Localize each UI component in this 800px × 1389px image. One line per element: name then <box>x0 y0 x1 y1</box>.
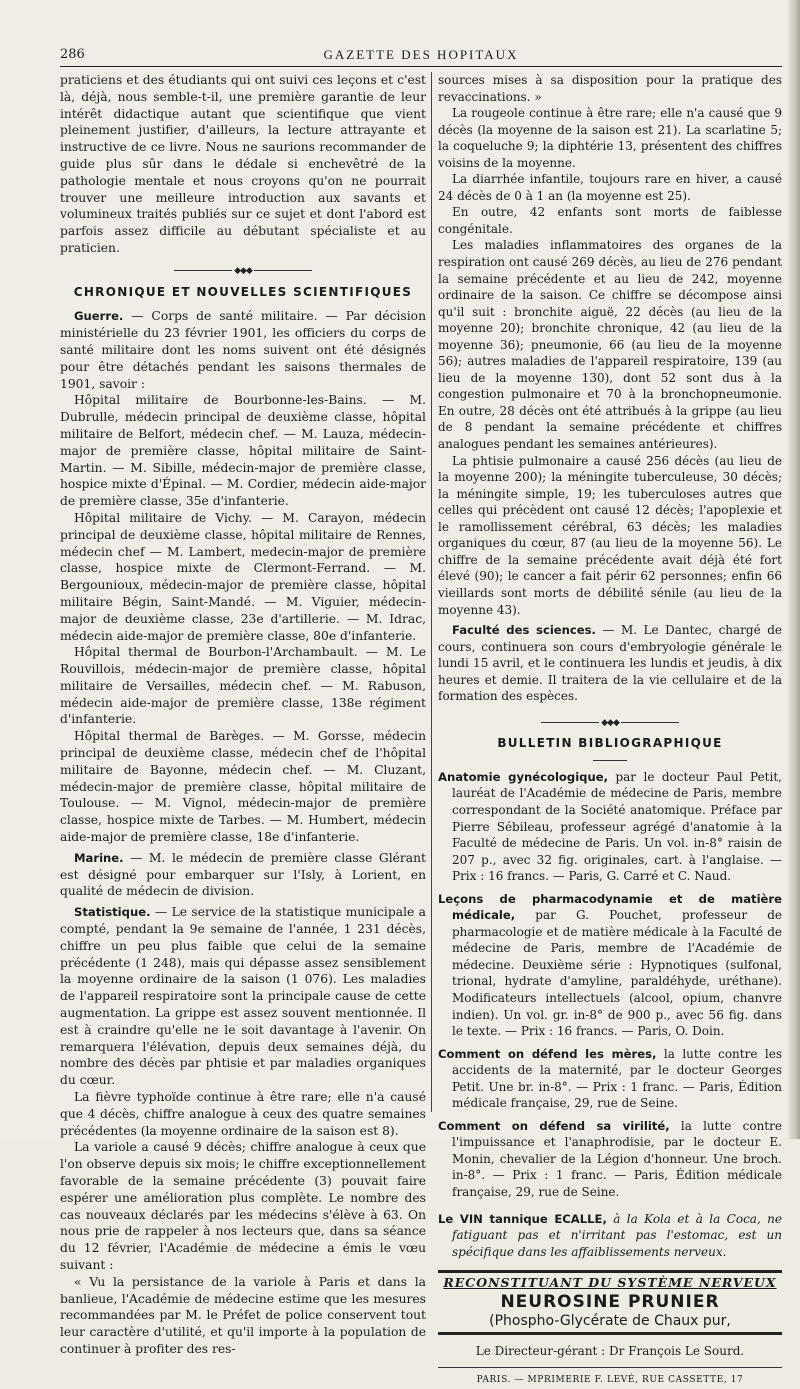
biblio-body: par G. Pouchet, professeur de pharmacologie et de matière médicale à la Faculté de médecine de Paris, membre de l'Académie de médecine. Deuxième série : Hypnotiques (sulfonal, trional, hydrate d'amyline, paraldéhyde, uréthane). Modificateurs intellectuels (alcool, opium, chanvre indien). Un vol. gr. in-8° de 900 p., avec 56 fig. dans le texte. — Prix : 16 francs. — Paris, O. Doin. <box>452 908 782 1039</box>
biblio-entry-meres <box>438 1046 782 1112</box>
advert-product: NEUROSINE PRUNIER <box>500 1291 720 1312</box>
vin-body: à la Kola et à la Coca, ne fatiguant pas et n'irritant pas l'estomac, est un spécifique dans les affaiblissements nerveux. <box>452 1211 782 1259</box>
header-rule <box>60 66 782 67</box>
page-number: 286 <box>60 47 85 62</box>
vin-lead: Le VIN tannique ECALLE, <box>438 1211 607 1226</box>
chronique-title: CHRONIQUE ET NOUVELLES SCIENTIFIQUES <box>73 284 413 299</box>
statistique-paragraph <box>60 904 426 1089</box>
biblio-entry-virilite <box>438 1118 782 1201</box>
faculte-paragraph <box>438 622 782 705</box>
guerre-lead: Guerre. <box>74 309 124 324</box>
biblio-body: par le docteur Paul Petit, lauréat de l'Académie de médecine de Paris, membre correspondant de la Société anatomique. Préface par Pierre Sébileau, professeur agrégé d'anatomie à la Faculté de médecine de Paris. Un vol. in-8° raisin de 207 p., avec 32 fig. originales, cart. à l'anglaise. — Prix : 16 francs. — Paris, G. Carré et C. Naud. <box>452 769 782 884</box>
biblio-entry-anatomie <box>438 769 782 885</box>
phtisie-paragraph: La phtisie pulmonaire a causé 256 décès (au lieu de la moyenne 200); la méningite tuberculeuse, 30 décès; la méningite simple, 19; les tuberculoses autres que celles qui précèdent ont causé 12 décès; l'apoplexie et le ramollissement cérébral, 63 décès; les maladies organiques du cœur, 87 (au lieu de la moyenne 56). Le chiffre de la semaine précédente avait déjà été fort élevé (90); le cancer a fait périr 62 personnes; enfin 66 vieillards sont morts de débilité sénile (au lieu de la moyenne 43). <box>438 453 782 617</box>
typhoide-paragraph: La fièvre typhoïde continue à être rare; elle n'a causé que 4 décès, chiffre analogue à ceux des quatre semaines précédentes (la moyenne ordinaire de la saison est 8). <box>60 1090 426 1138</box>
neurosine-advert <box>438 1270 782 1335</box>
directeur-gerant: Le Directeur-gérant : Dr François Le Sourd. <box>475 1343 745 1358</box>
advert-tagline: RECONSTITUANT DU SYSTÈME NERVEUX <box>443 1275 777 1291</box>
advert-subtitle: (Phospho-Glycérate de Chaux pur, <box>438 1312 782 1335</box>
column-divider <box>431 72 432 1112</box>
diarrhee-paragraph: La diarrhée infantile, toujours rare en hiver, a causé 24 décès de 0 à 1 an (la moyenne est 25). <box>438 172 782 203</box>
biblio-lead: Leçons de pharmacodynamie et de matière médicale, <box>438 891 782 923</box>
bulletin-title: BULLETIN BIBLIOGRAPHIQUE <box>497 736 723 751</box>
bourbonne-paragraph: Hôpital militaire de Bourbonne-les-Bains. — M. Dubrulle, médecin principal de deuxième classe, hôpital militaire de Belfort, médecin chef. — M. Lauza, médecin-major de première classe, hôpital militaire de Saint-Martin. — M. Sibille, médecin-major de première classe, hospice mixte d'Épinal. — M. Cordier, médecin aide-major de première classe, 35e d'infanterie. <box>60 393 426 509</box>
revaccination-paragraph: sources mises à sa disposition pour la pratique des revaccinations. » <box>438 73 782 104</box>
guerre-paragraph <box>60 308 426 392</box>
variole-paragraph: La variole a causé 9 décès; chiffre analogue à ceux que l'on observe depuis six mois; le chiffre exceptionnellement favorable de la semaine précédente (3) pouvait faire espérer une amélioration plus complète. Le nombre des cas nouveaux déclarés par les médecins s'élève à 63. On nous prie de rappeler à nos lecteurs que, dans sa séance du 12 février, l'Académie de médecine a émis le vœu suivant : <box>60 1140 426 1272</box>
right-column <box>438 72 782 1389</box>
biblio-entry-pharmacodynamie <box>438 891 782 1040</box>
voeu-paragraph: « Vu la persistance de la variole à Paris et dans la banlieue, l'Académie de médecine estime que les mesures recommandées par M. le Préfet de police conservent tout leur caractère d'utilité, et qu'il importe à la population de continuer à profiter des res- <box>60 1274 426 1356</box>
bulletin-rule <box>593 760 627 761</box>
journal-title: GAZETTE DES HOPITAUX <box>323 47 519 62</box>
faiblesse-paragraph: En outre, 42 enfants sont morts de faiblesse congénitale. <box>438 205 782 236</box>
rougeole-paragraph: La rougeole continue à être rare; elle n'a causé que 9 décès (la moyenne de la saison est 21). La scarlatine 5; la coqueluche 9; la diphtérie 13, présentent des chiffres voisins de la moyenne. <box>438 106 782 170</box>
archambault-paragraph: Hôpital thermal de Bourbon-l'Archambault. — M. Le Rouvillois, médecin-major de première classe, hôpital militaire de Versailles, médecin chef. — M. Rabuson, médecin aide-major de première classe, 138e régiment d'infanterie. <box>60 645 426 727</box>
biblio-lead: Comment on défend sa virilité, <box>438 1118 670 1133</box>
marine-paragraph <box>60 850 426 900</box>
biblio-lead: Anatomie gynécologique, <box>438 769 608 784</box>
section-divider-2: ◆◆◆ <box>438 715 782 732</box>
left-column <box>60 72 426 1358</box>
guerre-body: — Corps de santé militaire. — Par décision ministérielle du 23 février 1901, les officiers du corps de santé militaire dont les noms suivent ont été désignés pour être détachés pendant les saisons thermales de 1901, savoir : <box>60 309 426 391</box>
bareges-paragraph: Hôpital thermal de Barèges. — M. Gorsse, médecin principal de deuxième classe, médecin chef de l'hôpital militaire de Bayonne, médecin chef. — M. Cluzant, médecin-major de première classe, hôpital militaire de Toulouse. — M. Vignol, médecin-major de première classe, hospice mixte de Tarbes. — M. Humbert, médecin aide-major de première classe, 18e d'infanterie. <box>60 729 426 845</box>
page-header <box>60 44 782 66</box>
faculte-body: — M. Le Dantec, chargé de cours, continuera son cours d'embryologie générale le lundi 15 avril, et le continuera les lundis et jeudis, à dix heures et demie. Il traitera de la vie cellulaire et de la formation des espèces. <box>438 623 782 704</box>
statistique-body: — Le service de la statistique municipale a compté, pendant la 9e semaine de l'année, 1 231 décès, chiffre un peu plus faible que celui de la semaine précédente (1 248), mais qui dépasse assez sensiblement la moyenne ordinaire de la saison (1 076). Les maladies de l'appareil respiratoire sont la principale cause de cette augmentation. La grippe est assez souvent mentionnée. Il est à craindre qu'elle ne le soit davantage à l'avenir. On remarquera l'élévation, depuis deux semaines déjà, du nombre des décès par phtisie et par maladies organiques du cœur. <box>60 905 427 1088</box>
biblio-body: la lutte contre les accidents de la maternité, par le docteur Georges Petit. Une br. in-8°. — Prix : 1 franc. — Paris, Édition médicale française, 29, rue de Seine. <box>452 1046 782 1111</box>
printer-imprint: PARIS. — MPRIMERIE F. LEVÉ, RUE CASSETTE, 17 <box>438 1367 782 1389</box>
biblio-lead: Comment on défend les mères, <box>438 1046 657 1061</box>
intro-paragraph: praticiens et des étudiants qui ont suivi ces leçons et c'est là, déjà, nous semble-t-il, une première garantie de leur intérêt didactique autant que scientifique que vient pleinement justifier, d'ailleurs, la lecture attrayante et instructive de ce livre. Nous ne saurions recommander de guide plus sûr dans le dédale si enchevêtré de la pathologie mentale et nous croyons qu'on ne pourrait trouver une meilleure introduction aux savants et volumineux traités publiés sur ce sujet et dont l'abord est parfois assez difficile au débutant spécialiste et au praticien. <box>60 73 426 255</box>
vin-advert <box>438 1211 782 1261</box>
marine-body: — M. le médecin de première classe Glérant est désigné pour embarquer sur l'Isly, à Lorient, en qualité de médecin de division. <box>60 850 426 899</box>
statistique-lead: Statistique. <box>74 905 151 920</box>
marine-lead: Marine. <box>74 850 124 865</box>
page-edge <box>788 0 800 1139</box>
faculte-lead: Faculté des sciences. <box>452 623 596 638</box>
biblio-body: la lutte contre l'impuissance et l'anaphrodisie, par le docteur E. Monin, chevalier de la Légion d'honneur. Une broch. in-8°. — Prix : 1 franc. — Paris, Édition médicale française, 29, rue de Seine. <box>452 1118 782 1199</box>
section-divider: ◆◆◆ <box>60 263 426 280</box>
respiration-paragraph: Les maladies inflammatoires des organes de la respiration ont causé 269 décès, au lieu de 276 pendant la semaine précédente et au lieu de 242, moyenne ordinaire de la saison. Ce chiffre se décompose ainsi qu'il suit : bronchite aiguë, 22 décès (au lieu de la moyenne 20); bronchite chronique, 42 (au lieu de la moyenne 36); pneumonie, 66 (au lieu de la moyenne 56); autres maladies de l'appareil respiratoire, 139 (au lieu de la moyenne 130), dont 52 sont dus à la congestion pulmonaire et 70 à la bronchopneumonie. En outre, 28 décès ont été attribués à la grippe (au lieu de 8 pendant la semaine précédente et chiffres analogues pendant les semaines antérieures). <box>438 238 782 452</box>
vichy-paragraph: Hôpital militaire de Vichy. — M. Carayon, médecin principal de deuxième classe, hôpital militaire de Rennes, médecin chef — M. Lambert, medecin-major de première classe, hospice mixte de Clermont-Ferrand. — M. Bergounioux, médecin-major de première classe, hôpital militaire Bégin, Saint-Mandé. — M. Viguier, médecin-major de deuxième classe, 23e d'artillerie. — M. Idrac, médecin aide-major de première classe, 80e d'infanterie. <box>60 510 426 643</box>
